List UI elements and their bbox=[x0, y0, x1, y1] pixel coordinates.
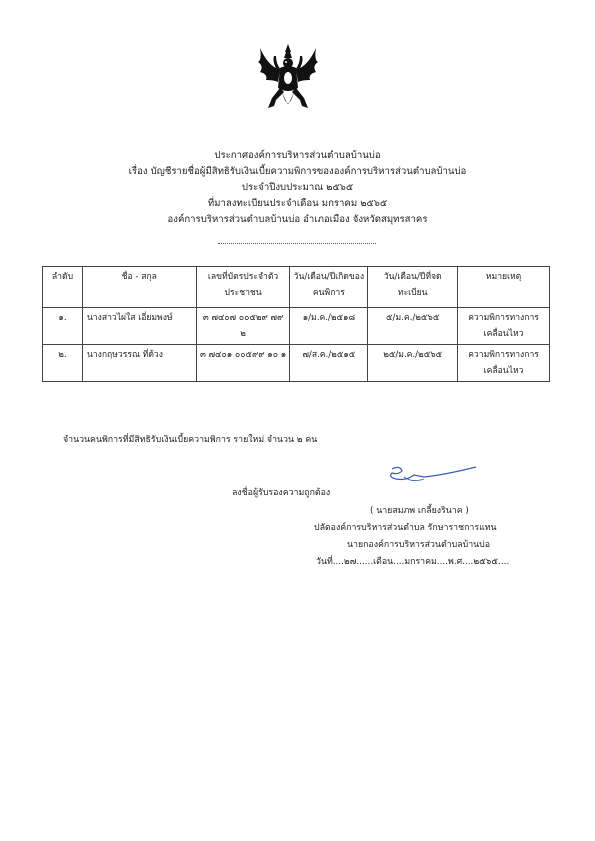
summary-text: จำนวนคนพิการที่มีสิทธิรับเงินเบี้ยความพิการ รายใหม่ จำนวน ๒ คน bbox=[63, 435, 318, 445]
dotted-divider bbox=[218, 243, 376, 244]
registration-month: ที่มาลงทะเบียนประจำเดือน มกราคม ๒๕๖๕ bbox=[207, 198, 388, 209]
cell-order: ๒. bbox=[43, 345, 83, 382]
cell-remark: ความพิการทางการเคลื่อนไหว bbox=[458, 308, 550, 345]
signed-date: วันที่....๒๗......เดือน....มกราคม....พ.ศ....๒๕๖๕.... bbox=[316, 557, 510, 567]
cell-id-card: ๓ ๗๔๐๑ ๐๐๕๙๙ ๑๐ ๑ bbox=[196, 345, 290, 382]
announcement-subject: เรื่อง บัญชีรายชื่อผู้มีสิทธิรับเงินเบี้ยความพิการขององค์การบริหารส่วนตำบลบ้านบ่อ bbox=[128, 166, 467, 177]
cell-id-card: ๓ ๗๔๐๗ ๐๐๕๒๙ ๗๙ ๒ bbox=[196, 308, 290, 345]
cell-order: ๑. bbox=[43, 308, 83, 345]
col-header-order: ลำดับ bbox=[43, 267, 83, 308]
col-header-remark: หมายเหตุ bbox=[458, 267, 550, 308]
cell-remark: ความพิการทางการเคลื่อนไหว bbox=[458, 345, 550, 382]
organization-location: องค์การบริหารส่วนตำบลบ้านบ่อ อำเภอเมือง จังหวัดสมุทรสาคร bbox=[167, 214, 428, 225]
col-header-id-card: เลขที่บัตรประจำตัวประชาชน bbox=[196, 267, 290, 308]
col-header-birth-date: วัน/เดือน/ปีเกิดของคนพิการ bbox=[290, 267, 368, 308]
signer-name: ( นายสมภพ เกลี้ยงรินาค ) bbox=[370, 506, 469, 516]
signer-acting-position: นายกองค์การบริหารส่วนตำบลบ้านบ่อ bbox=[347, 540, 491, 550]
table-row bbox=[43, 345, 550, 382]
cell-birth-date: ๑/ม.ค./๒๕๑๘ bbox=[290, 308, 368, 345]
certify-label: ลงชื่อผู้รับรองความถูกต้อง bbox=[232, 488, 331, 498]
signer-position: ปลัดองค์การบริหารส่วนตำบล รักษาราชการแทน bbox=[314, 523, 497, 533]
col-header-name: ชื่อ - สกุล bbox=[82, 267, 196, 308]
beneficiary-table bbox=[42, 266, 550, 382]
fiscal-year: ประจำปีงบประมาณ ๒๕๖๕ bbox=[241, 182, 354, 193]
cell-registration-date: ๕/ม.ค./๒๕๖๕ bbox=[368, 308, 458, 345]
cell-registration-date: ๒๕/ม.ค./๒๕๖๕ bbox=[368, 345, 458, 382]
col-header-registration-date: วัน/เดือน/ปีที่จดทะเบียน bbox=[368, 267, 458, 308]
table-row bbox=[43, 308, 550, 345]
announcement-title: ประกาศองค์การบริหารส่วนตำบลบ้านบ่อ bbox=[214, 150, 381, 161]
garuda-emblem-icon bbox=[254, 42, 322, 114]
handwritten-signature bbox=[384, 463, 480, 489]
cell-name: นางสาวไผ่ใส เอี่ยมพงษ์ bbox=[82, 308, 196, 345]
cell-name: นางกฤษวรรณ ที่ด้วง bbox=[82, 345, 196, 382]
table-header-row bbox=[43, 267, 550, 308]
cell-birth-date: ๗/ส.ค./๒๕๑๕ bbox=[290, 345, 368, 382]
